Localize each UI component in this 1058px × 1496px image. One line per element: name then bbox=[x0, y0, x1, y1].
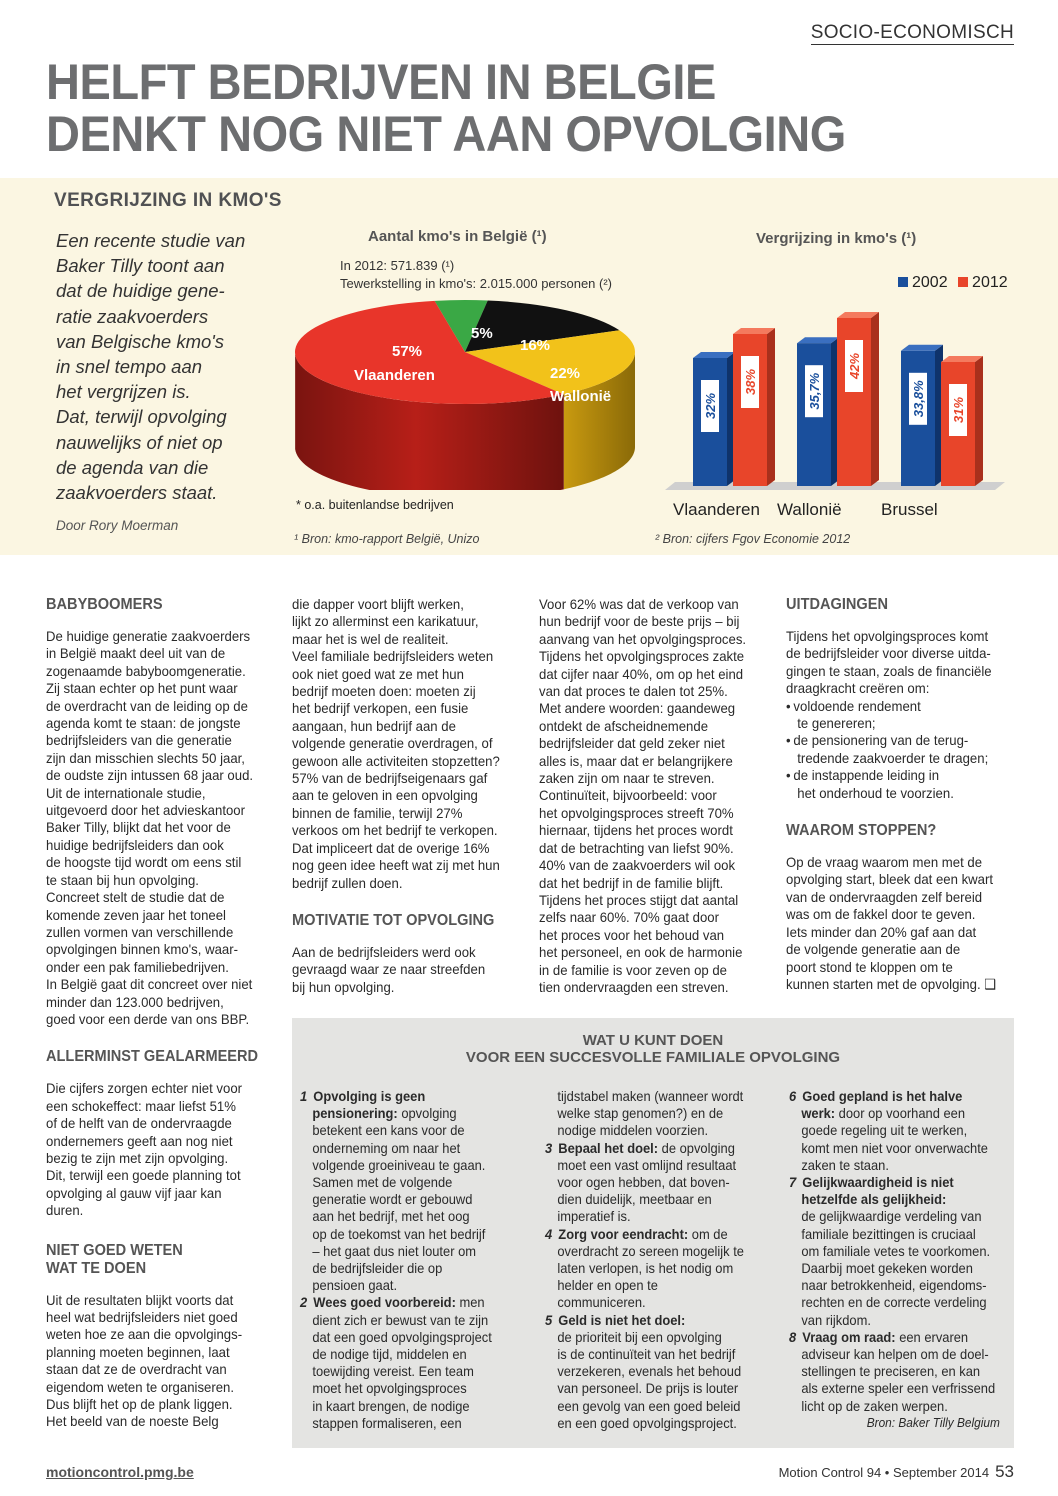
text-line: dat een goed opvolgingsproject bbox=[312, 1329, 492, 1345]
text-line: van personeel. De prijs is louter bbox=[557, 1381, 739, 1397]
text-line: Een recente studie van bbox=[56, 230, 246, 251]
bullet-item: • de instappende leiding in bbox=[786, 767, 940, 784]
bullet-icon: • bbox=[786, 732, 791, 749]
text-line: Het beeld van de noeste Belg bbox=[46, 1413, 219, 1430]
band-title: VERGRIJZING IN KMO'S bbox=[54, 190, 282, 211]
text-line: de nodige tijd, middelen en bbox=[312, 1347, 467, 1363]
text-line: De huidige generatie zaakvoerders bbox=[46, 628, 251, 644]
text-line: betekent een kans voor de bbox=[312, 1123, 465, 1139]
text-line: die dapper voort blijft werken, bbox=[292, 596, 464, 612]
text-line: imperatief is. bbox=[557, 1209, 631, 1225]
bar-source: ² Bron: cijfers Fgov Economie 2012 bbox=[655, 532, 851, 546]
bar-value-label: 31% bbox=[951, 396, 966, 424]
text-line: maar het is wel de realiteit. bbox=[292, 630, 449, 647]
text-line: zaakvoerders staat. bbox=[56, 482, 218, 504]
bullet-item: tredende zaakvoerder te dragen; bbox=[797, 749, 989, 766]
text-line: Dus blijft het op de plank liggen. bbox=[46, 1396, 233, 1413]
text-line: goed voor een derde van ons BBP. bbox=[46, 1010, 250, 1027]
text-line: aanvang van het opvolgingsproces. bbox=[539, 630, 747, 647]
column-2 bbox=[292, 596, 518, 996]
text-line: dat het bedrijf in de familie blijft. bbox=[539, 874, 724, 891]
column-4 bbox=[786, 596, 1012, 993]
bar-side bbox=[767, 328, 775, 486]
pie-source: ¹ Bron: kmo-rapport België, Unizo bbox=[294, 532, 480, 546]
byline: Door Rory Moerman bbox=[56, 518, 179, 533]
text-line: in de familie is voor zeven op de bbox=[539, 961, 727, 978]
pie-label-wallonie: Wallonië bbox=[550, 388, 612, 405]
text-line: het bedrijf verkopen, een fusie bbox=[292, 700, 469, 717]
text-line: Tijdens het opvolgingsproces komt bbox=[786, 628, 989, 644]
text-line: draagkracht creëren om: bbox=[786, 680, 930, 697]
text-line: 57% van de bedrijfseigenaars gaf bbox=[292, 770, 488, 787]
text-line: Dit, terwijl een goede planning tot bbox=[46, 1167, 241, 1184]
text-line: verkoos om het bedrijf te verkopen. bbox=[292, 822, 498, 839]
text-line: rechten en de correcte verdeling bbox=[801, 1295, 987, 1311]
text-line: Op de vraag waarom men met de bbox=[786, 854, 983, 871]
text-line: op de toekomst van het bedrijf bbox=[312, 1226, 486, 1242]
bullet-item: • voldoende rendement bbox=[786, 697, 921, 714]
text-line: het proces voor het behoud van bbox=[539, 926, 725, 943]
text-line: Baker Tilly toont aan bbox=[56, 255, 225, 277]
text-line: zullen vormen van verschillende bbox=[46, 923, 234, 940]
text-line: uitgevoerd door het advieskantoor bbox=[46, 802, 246, 819]
text-line: heel wat bedrijfsleiders niet goed bbox=[46, 1309, 238, 1325]
text-line: de gelijkwaardige verdeling van bbox=[801, 1209, 982, 1225]
pie-label-other-pct: 16% bbox=[520, 337, 551, 354]
text-line: te staan bij hun opvolging. bbox=[46, 871, 199, 888]
text-line: Dat, terwijl opvolging bbox=[56, 406, 227, 428]
text-line: volgende groeiniveau te gaan. bbox=[312, 1157, 486, 1173]
text-line: aan te geloven in een opvolging bbox=[292, 787, 478, 804]
bar-category-wallonie: Wallonië bbox=[777, 500, 842, 519]
text-line: Dat impliceert dat de overige 16% bbox=[292, 839, 490, 856]
text-line: Uit de resultaten blijkt voorts dat bbox=[46, 1291, 234, 1308]
text-line: agenda komt te staan: de jongste bbox=[46, 715, 241, 732]
text-line: zogenaamde babyboomgeneratie. bbox=[46, 662, 246, 679]
text-line: tien ondervraagden een streven. bbox=[539, 978, 729, 995]
text-line: aan het bedrijf, met het oog bbox=[312, 1209, 470, 1225]
paragraph-continued bbox=[292, 596, 518, 892]
legend-label-2002: 2002 bbox=[912, 274, 948, 291]
text-line: licht op de zaken werpen. bbox=[801, 1398, 948, 1414]
column-3 bbox=[539, 596, 765, 996]
tips-column-1: 1 Opvolging is geen pensionering: opvolging betekent een kans voor de onderneming om naar het volgende groeiniveau te gaan. Samen met de volgende generatie wordt er gebouwd aan het bedrijf, met het oog op de toekomst van het bedrijf – het gaat dus niet louter om de bedrijfsleider die op pensioen gaat. 2 Wees goed voorbereid: men dient zich er bewust van te zijn dat een goed opvolgingsproject de nodige tijd, middelen en toewijding vereist. Een team moet het opvolgingsproces in kaart brengen, de nodige stappen formaliseren, een bbox=[300, 1088, 523, 1432]
text-line: Iets minder dan 20% gaf aan dat bbox=[786, 923, 977, 940]
text-line: de bedrijfsleider voor diverse uitda- bbox=[786, 645, 991, 662]
text-line: het opvolgingsproces streeft 70% bbox=[539, 804, 734, 821]
paragraph-allerminst bbox=[46, 1080, 272, 1219]
footer-info: Motion Control 94 • September 2014 53 bbox=[778, 1462, 1014, 1481]
bar-categories bbox=[655, 500, 1015, 524]
bar-chart-title: Vergrijzing in kmo's (¹) bbox=[756, 230, 917, 247]
text-line: nauwelijks of niet op bbox=[56, 431, 223, 453]
text-line: Samen met de volgende bbox=[312, 1175, 453, 1191]
text-line: is de continuïteit van het bedrijf bbox=[557, 1347, 736, 1363]
paragraph-waarom-stoppen bbox=[786, 854, 1012, 993]
text-line: voor ogen hebben, dat boven- bbox=[557, 1175, 730, 1191]
text-line: goede regeling uit te werken, bbox=[801, 1123, 968, 1139]
text-line: van dat proces te dalen tot 25%. bbox=[539, 683, 728, 700]
text-line: duren. bbox=[46, 1202, 84, 1219]
pie-chart-title: Aantal kmo's in België (¹) bbox=[368, 228, 547, 245]
intro-text bbox=[56, 228, 276, 505]
text-line: gewoon alle activiteiten stopzetten? bbox=[292, 752, 500, 769]
text-line: pensioen gaat. bbox=[312, 1278, 398, 1294]
text-line: ontdekt de afscheidnemende bbox=[539, 717, 709, 734]
text-line: de overdracht van de leiding op de bbox=[46, 697, 248, 714]
text-line: adviseur kan helpen om de doel- bbox=[801, 1347, 989, 1363]
text-line: bedrijf moeten doen: moeten zij bbox=[292, 683, 476, 700]
text-line: bezig te zijn met zijn opvolging. bbox=[46, 1149, 229, 1166]
text-line: Continuïteit, bijvoorbeeld: voor bbox=[539, 787, 717, 804]
text-line: stappen formaliseren, een bbox=[312, 1415, 462, 1431]
text-line: de bedrijfsleider die op bbox=[312, 1261, 443, 1277]
text-line: lijkt zo allerminst een karikatuur, bbox=[292, 613, 479, 630]
text-line: alles is, maar dat er belangrijkere bbox=[539, 752, 733, 769]
pie-label-wallonie-pct: 22% bbox=[550, 365, 581, 382]
bullet-item: te genereren; bbox=[797, 715, 876, 732]
text-line: komt men niet voor onverwachte bbox=[801, 1140, 988, 1156]
text-line: bedrijfsleider dat geld zeker niet bbox=[539, 735, 725, 752]
text-line: moet een vast omlijnd resultaat bbox=[557, 1157, 737, 1173]
text-line: van de ondervraagden zelf bereid bbox=[786, 888, 983, 905]
text-line: de agenda van die bbox=[56, 456, 209, 478]
text-line: bedrijfsleiders van die generatie bbox=[46, 732, 232, 749]
text-line: dat cijfer naar 40%, om op het eind bbox=[539, 665, 744, 682]
bar-value-label: 38% bbox=[743, 368, 758, 396]
pie-note-1: In 2012: 571.839 (¹) bbox=[340, 258, 455, 273]
heading-motivatie: MOTIVATIE TOT OPVOLGING bbox=[292, 911, 495, 929]
text-line: hiernaar, tijdens het proces wordt bbox=[539, 822, 733, 839]
text-line: hun bedrijf voor de beste prijs – bij bbox=[539, 613, 740, 630]
pie-footnote: * o.a. buitenlandse bedrijven bbox=[296, 498, 454, 512]
paragraph-motivatie-cont bbox=[539, 596, 765, 996]
bar-chart bbox=[655, 258, 1015, 498]
bar-side bbox=[871, 312, 879, 486]
text-line: het vergrijzen is. bbox=[56, 381, 191, 403]
text-line: of de helft van de ondervraagde bbox=[46, 1115, 232, 1132]
text-line: gevraagd waar ze naar streefden bbox=[292, 961, 486, 978]
tips-column-3: 6 Goed gepland is het halve werk: door op voorhand een goede regeling uit te werken, komt men niet voor onverwachte zaken te staan. 7 Gelijkwaardigheid is niet hetzelfde als gelijkheid: de gelijkwaardige verdeling van familiale bezittingen is cruciaal om familiale vetes te voorkomen. Daarbij moet gekeken worden naar betrokkenheid, eigendoms- rechten en de correcte verdeling van rijkdom. 8 Vraag om raad: een ervaren adviseur kan helpen om de doel- stellingen te preciseren, en kan als externe speler een verfrissend licht op de zaken werpen. Bron: Baker Tilly Belgium bbox=[789, 1088, 1008, 1432]
text-line: toewijding vereist. Een team bbox=[312, 1364, 474, 1380]
text-line: zelfs naar 60%. 70% gaat door bbox=[539, 909, 719, 926]
text-line: in snel tempo aan bbox=[56, 356, 203, 378]
text-line: Aan de bedrijfsleiders werd ook bbox=[292, 943, 476, 960]
paragraph-niet-goed-weten bbox=[46, 1292, 272, 1431]
bullet-icon: • bbox=[786, 697, 791, 714]
text-line: in kaart brengen, de nodige bbox=[312, 1398, 470, 1414]
bar-category-brussel: Brussel bbox=[881, 500, 938, 519]
text-line: laten verlopen, is het nodig om bbox=[557, 1261, 734, 1277]
heading-allerminst: ALLERMINST GEALARMEERD bbox=[46, 1048, 259, 1066]
page-number: 53 bbox=[995, 1462, 1014, 1481]
text-line: familiale bezittingen is cruciaal bbox=[801, 1226, 976, 1242]
text-line: staan dat ze de overdracht van bbox=[46, 1361, 227, 1378]
text-line: opvolgingen binnen kmo's, waar- bbox=[46, 941, 238, 958]
text-line: poort stond te kloppen om te bbox=[786, 958, 953, 975]
text-line: ratie zaakvoerders bbox=[56, 305, 209, 327]
text-line: overdracht zo sereen mogelijk te bbox=[557, 1243, 744, 1259]
text-line: welke stap genomen?) en de bbox=[557, 1106, 724, 1122]
text-line: zaken zijn om naar te streven. bbox=[539, 770, 715, 787]
text-line: dient zich er bewust van te zijn bbox=[312, 1312, 489, 1328]
heading-waarom-stoppen: WAAROM STOPPEN? bbox=[786, 822, 937, 840]
text-line: als externe speler een verfrissend bbox=[801, 1381, 996, 1397]
text-line: bij hun opvolging. bbox=[292, 978, 395, 995]
text-line: in België maakt deel uit van de bbox=[46, 645, 226, 662]
heading-babyboomers: BABYBOOMERS bbox=[46, 596, 163, 613]
text-line: dat de huidige gene- bbox=[56, 280, 225, 302]
text-line: Daarbij moet gekeken worden bbox=[801, 1261, 973, 1277]
text-line: Concreet stelt de studie dat de bbox=[46, 889, 225, 906]
text-line: Tijdens het opvolgingsproces zakte bbox=[539, 648, 745, 665]
text-line: nog geen idee heeft wat zij met hun bbox=[292, 857, 500, 874]
text-line: komende zeven jaar het toneel bbox=[46, 906, 226, 923]
text-line: stellingen te preciseren, en kan bbox=[801, 1364, 981, 1380]
paragraph-motivatie bbox=[292, 944, 518, 996]
text-line: Die cijfers zorgen echter niet voor bbox=[46, 1080, 243, 1097]
text-line: helder en open te bbox=[557, 1278, 658, 1294]
text-line: zaken te staan. bbox=[801, 1157, 889, 1173]
text-line: huidige bedrijfsleiders dan ook bbox=[46, 836, 224, 853]
bar-value-label: 33,8% bbox=[911, 380, 926, 418]
text-line: ook niet goed wat ze met hun bbox=[292, 665, 464, 682]
text-line: weten hoe ze aan die opvolgings- bbox=[46, 1326, 243, 1343]
text-line: minder dan 123.000 bedrijven, bbox=[46, 993, 224, 1010]
text-line: en een goed opvolgingsproject. bbox=[557, 1415, 737, 1431]
bar-value-label: 35,7% bbox=[807, 372, 822, 410]
text-line: kunnen starten met de opvolging. ❑ bbox=[786, 975, 997, 992]
text-line: dat de betrachting van liefst 90%. bbox=[539, 839, 734, 856]
pie-label-green-pct: 5% bbox=[471, 325, 493, 342]
text-line: een gevolg van een goed beleid bbox=[557, 1398, 741, 1414]
text-line: de hoogste tijd wordt om eens stil bbox=[46, 854, 242, 871]
bullet-list bbox=[786, 698, 1012, 802]
pie-label-vlaanderen-pct: 57% bbox=[392, 343, 423, 360]
section-tag: SOCIO-ECONOMISCH bbox=[810, 22, 1014, 43]
text-line: Uit de internationale studie, bbox=[46, 784, 206, 801]
text-line: bedrijf zullen doen. bbox=[292, 874, 403, 891]
text-line: eigendom weten te organiseren. bbox=[46, 1378, 235, 1395]
legend-label-2012: 2012 bbox=[972, 274, 1008, 291]
text-line: zijn dan misschien slechts 50 jaar, bbox=[46, 749, 245, 766]
text-line: Veel familiale bedrijfsleiders weten bbox=[292, 648, 494, 665]
text-line: moet het opvolgingsproces bbox=[312, 1381, 467, 1397]
text-line: ondernemers geeft aan nog niet bbox=[46, 1132, 233, 1149]
text-line: opvolging al gauw vijf jaar kan bbox=[46, 1184, 222, 1201]
heading-uitdagingen: UITDAGINGEN bbox=[786, 596, 888, 613]
text-line: van Belgische kmo's bbox=[56, 330, 225, 352]
text-line: – het gaat dus niet louter om bbox=[312, 1243, 477, 1259]
text-line: volgende generatie overdragen, of bbox=[292, 735, 493, 752]
text-line: Zij staan echter op het punt waar bbox=[46, 680, 238, 697]
text-line: communiceren. bbox=[557, 1295, 646, 1311]
text-line: Voor 62% was dat de verkoop van bbox=[539, 596, 739, 612]
text-line: het personeel, en ook de harmonie bbox=[539, 944, 743, 961]
page-title: HELFT BEDRIJVEN IN BELGIE DENKT NOG NIET AAN OPVOLGING bbox=[46, 54, 846, 162]
text-line: onder een pak familiebedrijven. bbox=[46, 958, 229, 975]
tips-source: Bron: Baker Tilly Belgium bbox=[866, 1415, 1000, 1430]
text-line: van rijkdom. bbox=[801, 1312, 871, 1328]
bullet-item: • de pensionering van de terug- bbox=[786, 732, 969, 749]
text-line: aangaan, hun bedrijf aan de bbox=[292, 717, 456, 734]
column-1 bbox=[46, 596, 272, 1431]
text-line: dien duidelijk, meetbaar en bbox=[557, 1192, 712, 1208]
text-line: was om de fakkel door te geven. bbox=[786, 906, 976, 923]
bullet-item: het onderhoud te voorzien. bbox=[797, 784, 954, 801]
text-line: verzekeren, evenals het behoud bbox=[557, 1364, 742, 1380]
text-line: 40% van de zaakvoerders wil ook bbox=[539, 857, 736, 874]
text-line: de oudste zijn intussen 68 jaar oud. bbox=[46, 767, 254, 784]
text-line: opvolging start, bleek dat een kwart bbox=[786, 871, 994, 888]
text-line: Tijdens het proces stijgt dat aantal bbox=[539, 891, 739, 908]
text-line: tijdstabel maken (wanneer wordt bbox=[557, 1089, 744, 1104]
heading-niet-goed-weten: NIET GOED WETEN WAT TE DOEN bbox=[46, 1241, 183, 1277]
pie-note-2: Tewerkstelling in kmo's: 2.015.000 personen (²) bbox=[340, 276, 613, 291]
text-line: de prioriteit bij een opvolging bbox=[557, 1329, 722, 1345]
text-line: Baker Tilly, blijkt dat het voor de bbox=[46, 819, 231, 836]
bar-value-label: 32% bbox=[703, 392, 718, 420]
text-line: generatie wordt er gebouwd bbox=[312, 1192, 473, 1208]
bar-value-label: 42% bbox=[847, 352, 862, 380]
text-line: gingen te staan, zoals de financiële bbox=[786, 662, 992, 679]
bar-category-vlaanderen: Vlaanderen bbox=[673, 500, 760, 519]
text-line: In België gaat dit concreet over niet bbox=[46, 976, 253, 993]
text-line: de volgende generatie aan de bbox=[786, 941, 961, 958]
paragraph-uitdagingen bbox=[786, 628, 1012, 698]
pie-label-vlaanderen: Vlaanderen bbox=[354, 367, 435, 384]
pie-chart bbox=[280, 290, 650, 490]
website-link[interactable]: motioncontrol.pmg.be bbox=[46, 1464, 194, 1480]
paragraph-babyboomers bbox=[46, 628, 272, 1028]
text-line: naar betrokkenheid, eigendoms- bbox=[801, 1278, 987, 1294]
text-line: om familiale vetes te voorkomen. bbox=[801, 1243, 991, 1259]
bar-side bbox=[975, 356, 983, 486]
text-line: planning moeten beginnen, laat bbox=[46, 1343, 230, 1360]
text-line: Met andere woorden: gaandeweg bbox=[539, 700, 736, 717]
tips-column-2: tijdstabel maken (wanneer wordt welke stap genomen?) en de nodige middelen voorzien. 3 Bepaal het doel: de opvolging moet een vast omlijnd resultaat voor ogen hebben, dat boven- dien duidelijk, meetbaar en imperatief is. 4 Zorg voor eendracht: om de overdracht zo sereen mogelijk te laten verlopen, is het nodig om helder en open te communiceren. 5 Geld is niet het doel: de prioriteit bij een opvolging is de continuïteit van het bedrijf verzekeren, evenals het behoud van personeel. De prijs is louter een gevolg van een goed beleid en een goed opvolgingsproject. bbox=[545, 1088, 768, 1432]
text-line: binnen de familie, terwijl 27% bbox=[292, 804, 463, 821]
text-line: een schokeffect: maar liefst 51% bbox=[46, 1097, 236, 1114]
bullet-icon: • bbox=[786, 767, 791, 784]
text-line: nodige middelen voorzien. bbox=[557, 1123, 709, 1139]
tips-box-title: WAT U KUNT DOEN VOOR EEN SUCCESVOLLE FAMILIALE OPVOLGING bbox=[465, 1032, 841, 1066]
text-line: onderneming om naar het bbox=[312, 1140, 461, 1156]
